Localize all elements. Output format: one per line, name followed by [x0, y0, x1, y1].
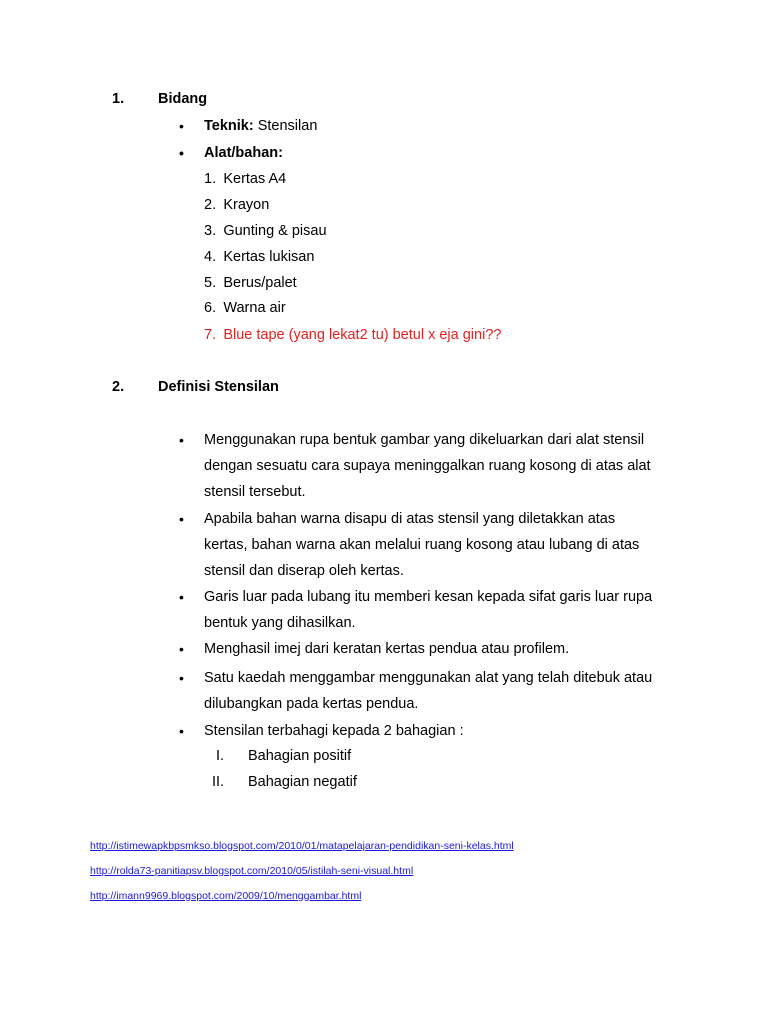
- section-1-number: 1.: [112, 91, 125, 107]
- material-item-highlighted: 7. Blue tape (yang lekat2 tu) betul x eja gini??: [204, 327, 502, 343]
- material-item: 2. Krayon: [204, 197, 270, 213]
- sub-item-text: Bahagian negatif: [248, 774, 357, 790]
- teknik-bullet: [204, 118, 317, 134]
- teknik-label: Teknik:: [204, 118, 254, 134]
- definition-line: dengan sesuatu cara supaya meninggalkan ruang kosong di atas alat: [204, 458, 651, 474]
- definition-bullet: • Satu kaedah menggambar menggunakan alat yang telah ditebuk atau: [204, 670, 652, 686]
- section-2-number: 2.: [112, 379, 125, 395]
- definition-bullet: • Apabila bahan warna disapu di atas stensil yang diletakkan atas: [204, 511, 615, 527]
- material-item: 3. Gunting & pisau: [204, 223, 327, 239]
- definition-bullet: • Menghasil imej dari keratan kertas pendua atau profilem.: [204, 641, 569, 657]
- definition-bullet: • Stensilan terbahagi kepada 2 bahagian :: [204, 723, 464, 739]
- alat-bahan-label: • Alat/bahan:: [204, 145, 283, 161]
- reference-link[interactable]: http://imann9969.blogspot.com/2009/10/menggambar.html: [90, 890, 362, 902]
- definition-line: kertas, bahan warna akan melalui ruang kosong atau lubang di atas: [204, 537, 640, 553]
- material-item: 4. Kertas lukisan: [204, 249, 315, 265]
- definition-line: stensil tersebut.: [204, 484, 306, 500]
- section-2-heading: Definisi Stensilan: [158, 379, 279, 395]
- sub-item-number: I.: [216, 748, 225, 764]
- definition-bullet: • Menggunakan rupa bentuk gambar yang dikeluarkan dari alat stensil: [204, 432, 644, 448]
- teknik-value: Stensilan: [253, 118, 318, 134]
- sub-item-number: II.: [212, 774, 225, 790]
- material-item: 6. Warna air: [204, 300, 286, 316]
- definition-bullet: • Garis luar pada lubang itu memberi kesan kepada sifat garis luar rupa: [204, 589, 652, 605]
- section-1-heading: Bidang: [158, 91, 208, 107]
- material-item: 5. Berus/palet: [204, 275, 297, 291]
- reference-link[interactable]: http://istimewapkbpsmkso.blogspot.com/2010/01/matapelajaran-pendidikan-seni-kelas.html: [90, 840, 514, 852]
- material-item: 1. Kertas A4: [204, 171, 287, 187]
- reference-link[interactable]: http://rolda73-panitiapsv.blogspot.com/2010/05/istilah-seni-visual.html: [90, 865, 414, 877]
- definition-line: bentuk yang dihasilkan.: [204, 615, 356, 631]
- definition-line: stensil dan diserap oleh kertas.: [204, 563, 404, 579]
- sub-item-text: Bahagian positif: [248, 748, 352, 764]
- definition-line: dilubangkan pada kertas pendua.: [204, 696, 419, 712]
